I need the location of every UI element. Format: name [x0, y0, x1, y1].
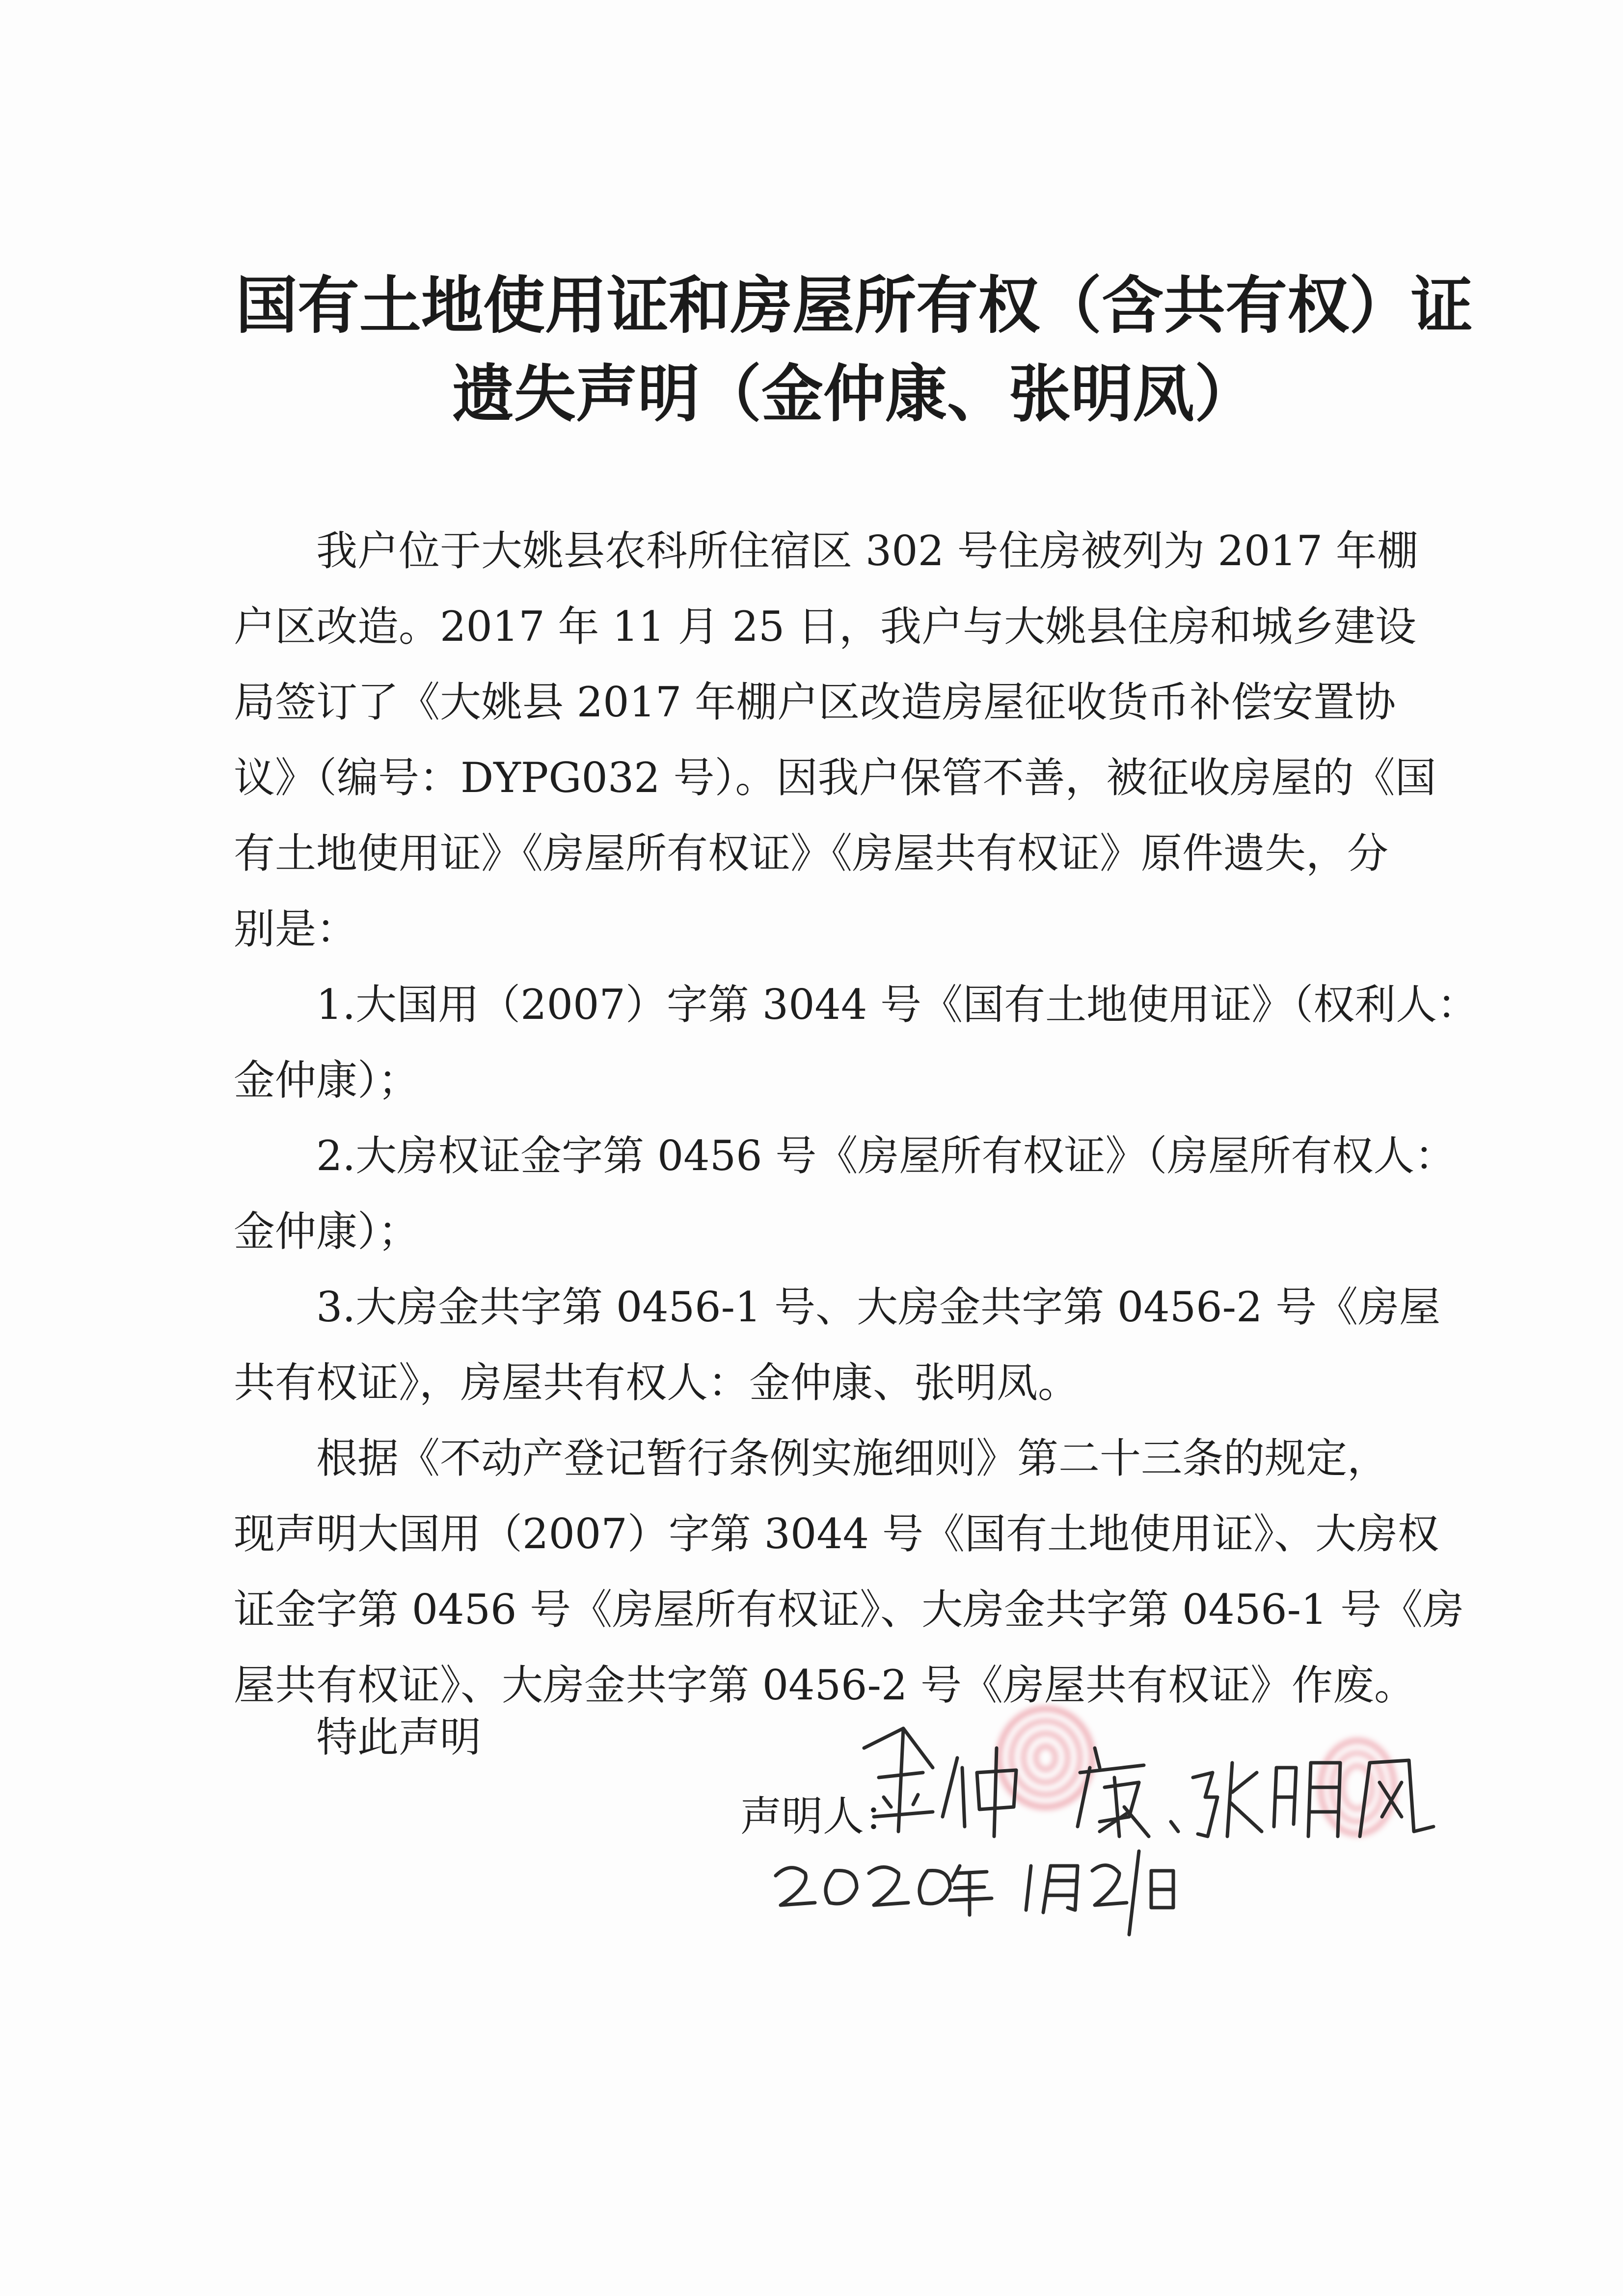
- closing-statement: 特此声明: [316, 1713, 482, 1761]
- paragraph-2-line-2: 现声明大国用（2007）字第 3044 号《国有土地使用证》、大房权: [234, 1510, 1439, 1558]
- item-2-line-1: 2.大房权证金字第 0456 号《房屋所有权证》（房屋所有权人：: [316, 1132, 1456, 1180]
- item-1-line-1: 1.大国用（2007）字第 3044 号《国有土地使用证》（权利人：: [316, 981, 1479, 1029]
- item-1-line-2: 金仲康）；: [234, 1056, 420, 1104]
- declarant-label: 声明人：: [740, 1792, 906, 1840]
- paragraph-2-line-3: 证金字第 0456 号《房屋所有权证》、大房金共字第 0456-1 号《房: [234, 1585, 1464, 1634]
- item-3-line-1: 3.大房金共字第 0456-1 号、大房金共字第 0456-2 号《房屋: [316, 1283, 1441, 1331]
- paragraph-1-line-4: 议》（编号：DYPG032 号）。因我户保管不善，被征收房屋的《国: [234, 754, 1436, 802]
- paragraph-1-line-2: 户区改造。2017 年 11 月 25 日，我户与大姚县住房和城乡建设: [234, 602, 1417, 651]
- document-title-line-2: 遗失声明（金仲康、张明凤）: [452, 358, 1256, 430]
- paragraph-2-line-1: 根据《不动产登记暂行条例实施细则》第二十三条的规定，: [316, 1434, 1389, 1482]
- paragraph-1-line-1: 我户位于大姚县农科所住宿区 302 号住房被列为 2017 年棚: [316, 527, 1418, 575]
- handwritten-date: [776, 1851, 1173, 1935]
- paragraph-2-line-4: 屋共有权证》、大房金共字第 0456-2 号《房屋共有权证》作废。: [234, 1661, 1416, 1709]
- item-3-line-2: 共有权证》，房屋共有权人：金仲康、张明凤。: [234, 1359, 1080, 1407]
- document-title-line-1: 国有土地使用证和房屋所有权（含共有权）证: [236, 270, 1473, 342]
- paragraph-1-line-3: 局签订了《大姚县 2017 年棚户区改造房屋征收货币补偿安置协: [234, 678, 1396, 726]
- item-2-line-2: 金仲康）；: [234, 1207, 420, 1256]
- paragraph-1-line-6: 别是：: [234, 905, 358, 953]
- paragraph-1-line-5: 有土地使用证》《房屋所有权证》《房屋共有权证》原件遗失，分: [234, 829, 1389, 877]
